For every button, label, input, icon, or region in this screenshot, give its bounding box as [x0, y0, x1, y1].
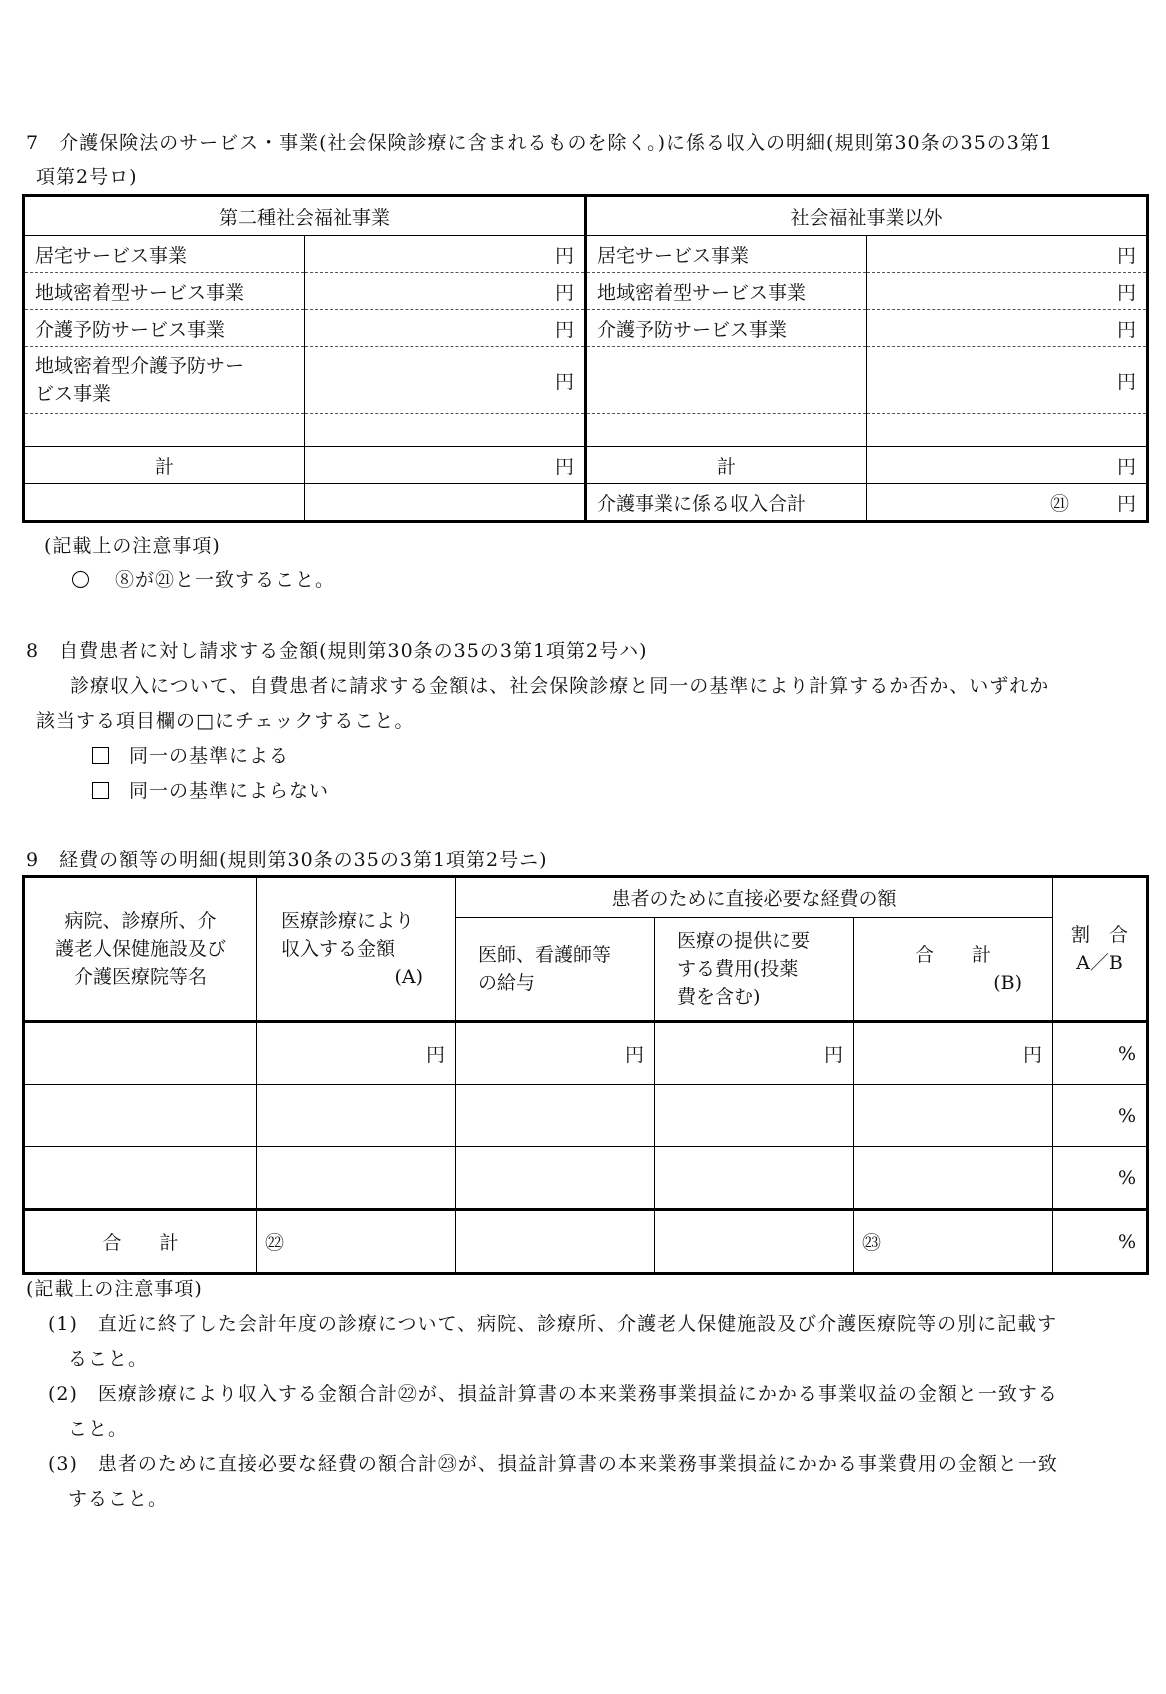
right-column-header: 社会福祉事業以外 — [586, 196, 1148, 236]
total-label: 合 計 — [24, 1210, 257, 1274]
yen-unit: 円 — [1023, 1044, 1043, 1066]
table-header-row — [24, 196, 1148, 236]
left-row-label-line1: 地域密着型介護予防サー — [35, 355, 245, 377]
empty-cell — [24, 414, 305, 447]
right-total-amount[interactable] — [867, 447, 1148, 484]
option-different-standard-label: 同一の基準によらない — [129, 780, 330, 802]
facility-name-header-line3: 介護医療院等名 — [73, 966, 207, 988]
yen-unit: 円 — [425, 1044, 445, 1066]
left-column-header: 第二種社会福祉事業 — [24, 196, 586, 236]
table-row — [24, 347, 1148, 414]
expense-total-header-line2: (B) — [993, 971, 1023, 994]
table-row — [24, 236, 1148, 273]
section9-expense-table — [22, 875, 1149, 1275]
table-row — [24, 273, 1148, 310]
left-amount-cell[interactable] — [305, 347, 586, 414]
yen-unit: 円 — [1117, 281, 1137, 304]
percent-unit: % — [1117, 1042, 1137, 1065]
right-amount-cell[interactable] — [867, 236, 1148, 273]
facility-name-cell[interactable] — [24, 1147, 257, 1210]
expense-total-header-line1: 合 計 — [915, 943, 992, 966]
grand-total-amount[interactable] — [867, 484, 1148, 522]
right-row-label: 介護予防サービス事業 — [586, 310, 867, 347]
right-row-label — [586, 347, 867, 414]
medical-cost-header-line2: する費用(投薬 — [677, 957, 799, 980]
facility-name-cell[interactable] — [24, 1085, 257, 1147]
grand-total-mark: ㉑ — [1050, 492, 1070, 515]
right-amount-cell[interactable] — [867, 310, 1148, 347]
staff-salary-total[interactable] — [456, 1210, 655, 1274]
right-amount-cell[interactable] — [867, 273, 1148, 310]
yen-unit: 円 — [823, 1044, 843, 1066]
medical-income-total[interactable] — [257, 1210, 456, 1274]
expense-total-cell[interactable] — [854, 1022, 1053, 1085]
left-amount-cell[interactable] — [305, 310, 586, 347]
section8-heading: 8 自費患者に対し請求する金額(規則第30条の35の3第1項第2号ハ) — [26, 640, 648, 662]
section9-note3-line1: (3) 患者のために直接必要な経費の額合計㉓が、損益計算書の本来業務事業損益にかかる事業費用の金額と一致 — [48, 1453, 1058, 1475]
ratio-cell[interactable] — [1053, 1085, 1148, 1147]
medical-income-header-line1: 医療診療により — [281, 910, 415, 932]
checkbox-same-standard[interactable] — [92, 747, 109, 764]
total-mark-a: ㉒ — [265, 1232, 285, 1254]
facility-name-cell[interactable] — [24, 1022, 257, 1085]
ratio-header-line1: 割 合 — [1071, 924, 1129, 946]
ratio-header-line2: A／B — [1076, 952, 1123, 974]
section7-notes-heading: (記載上の注意事項) — [44, 535, 221, 557]
table-row — [24, 310, 1148, 347]
grand-total-row — [24, 484, 1148, 522]
left-row-label: 居宅サービス事業 — [24, 236, 305, 273]
staff-salary-cell[interactable] — [456, 1147, 655, 1210]
percent-unit: % — [1117, 1230, 1137, 1253]
table-row — [24, 1085, 1148, 1147]
left-row-label-line2: ビス事業 — [35, 383, 112, 405]
option-same-standard-label: 同一の基準による — [129, 745, 290, 767]
staff-salary-cell[interactable] — [456, 1022, 655, 1085]
medical-cost-cell[interactable] — [655, 1022, 854, 1085]
empty-cell — [867, 414, 1148, 447]
section8-body-line2: 該当する項目欄の□にチェックすること。 — [36, 710, 415, 732]
facility-name-header-line1: 病院、診療所、介 — [64, 910, 217, 932]
right-amount-cell[interactable] — [867, 347, 1148, 414]
section7-heading-line1: 7 介護保険法のサービス・事業(社会保険診療に含まれるものを除く。)に係る収入の明細(規則第30条の35の3第1 — [26, 132, 1053, 154]
expense-total-header — [854, 917, 1053, 1021]
option-different-standard[interactable] — [92, 776, 329, 803]
facility-name-header — [24, 877, 257, 1022]
expense-total-cell[interactable] — [854, 1147, 1053, 1210]
expense-total-total[interactable] — [854, 1210, 1053, 1274]
medical-cost-header-line3: 費を含む) — [677, 985, 761, 1008]
expense-total-cell[interactable] — [854, 1085, 1053, 1147]
section9-note1-line1: (1) 直近に終了した会計年度の診療について、病院、診療所、介護老人保健施設及び介護医療院等の別に記載す — [48, 1313, 1058, 1335]
medical-cost-total[interactable] — [655, 1210, 854, 1274]
yen-unit: 円 — [1117, 244, 1137, 267]
yen-unit: 円 — [624, 1044, 644, 1066]
right-total-label: 計 — [586, 447, 867, 484]
checkbox-different-standard[interactable] — [92, 782, 109, 799]
right-row-label: 居宅サービス事業 — [586, 236, 867, 273]
yen-unit: 円 — [555, 244, 575, 267]
ratio-cell[interactable] — [1053, 1022, 1148, 1085]
table-header-row — [24, 877, 1148, 918]
staff-salary-cell[interactable] — [456, 1085, 655, 1147]
medical-cost-cell[interactable] — [655, 1085, 854, 1147]
yen-unit: 円 — [1117, 455, 1137, 478]
percent-unit: % — [1117, 1104, 1137, 1127]
medical-income-cell[interactable] — [257, 1147, 456, 1210]
section9-note2-line1: (2) 医療診療により収入する金額合計㉒が、損益計算書の本来業務事業損益にかかる事業収益の金額と一致する — [48, 1383, 1058, 1405]
left-row-label: 介護予防サービス事業 — [24, 310, 305, 347]
total-row — [24, 1210, 1148, 1274]
left-amount-cell[interactable] — [305, 236, 586, 273]
yen-unit: 円 — [1117, 370, 1137, 393]
grand-total-label: 介護事業に係る収入合計 — [586, 484, 867, 522]
yen-unit: 円 — [1117, 318, 1137, 341]
table-row — [24, 1022, 1148, 1085]
yen-unit: 円 — [1117, 492, 1137, 515]
medical-income-header-line3: (A) — [394, 966, 423, 988]
staff-salary-header-line2: の給与 — [478, 971, 536, 994]
option-same-standard[interactable] — [92, 741, 289, 768]
circle-bullet-icon — [72, 571, 89, 588]
left-amount-cell[interactable] — [305, 273, 586, 310]
yen-unit: 円 — [555, 455, 575, 478]
left-total-amount[interactable] — [305, 447, 586, 484]
total-mark-b: ㉓ — [862, 1232, 882, 1254]
facility-name-header-line2: 護老人保健施設及び — [54, 938, 226, 960]
section7-heading-line2: 項第2号ロ) — [36, 166, 138, 188]
section7-note1 — [72, 565, 335, 592]
table-row — [24, 1147, 1148, 1210]
total-row — [24, 447, 1148, 484]
section9-notes-heading: (記載上の注意事項) — [26, 1278, 203, 1300]
medical-income-header — [257, 877, 456, 1022]
left-row-label: 地域密着型サービス事業 — [24, 273, 305, 310]
ratio-cell[interactable] — [1053, 1147, 1148, 1210]
ratio-total[interactable] — [1053, 1210, 1148, 1274]
table-row — [24, 414, 1148, 447]
empty-cell — [305, 414, 586, 447]
medical-cost-header — [655, 917, 854, 1021]
left-total-label: 計 — [24, 447, 305, 484]
yen-unit: 円 — [555, 318, 575, 341]
empty-cell — [24, 484, 305, 522]
yen-unit: 円 — [555, 370, 575, 393]
medical-income-cell[interactable] — [257, 1085, 456, 1147]
section9-note1-line2: ること。 — [68, 1348, 149, 1370]
medical-income-header-line2: 収入する金額 — [281, 938, 396, 960]
right-row-label: 地域密着型サービス事業 — [586, 273, 867, 310]
medical-cost-cell[interactable] — [655, 1147, 854, 1210]
staff-salary-header — [456, 917, 655, 1021]
medical-income-cell[interactable] — [257, 1022, 456, 1085]
section7-income-table — [22, 194, 1149, 523]
medical-cost-header-line1: 医療の提供に要 — [677, 929, 811, 952]
staff-salary-header-line1: 医師、看護師等 — [478, 943, 612, 966]
section9-heading: 9 経費の額等の明細(規則第30条の35の3第1項第2号ニ) — [26, 849, 548, 871]
section9-note3-line2: すること。 — [68, 1488, 169, 1510]
section8-body-line1: 診療収入について、自費患者に請求する金額は、社会保険診療と同一の基準により計算するか否か、いずれか — [70, 675, 1050, 697]
empty-cell — [305, 484, 586, 522]
left-row-label — [24, 347, 305, 414]
direct-expense-group-header: 患者のために直接必要な経費の額 — [456, 877, 1053, 918]
section9-note2-line2: こと。 — [68, 1418, 129, 1440]
yen-unit: 円 — [555, 281, 575, 304]
section7-note1-text: ⑧が㉑と一致すること。 — [115, 569, 336, 591]
percent-unit: % — [1117, 1166, 1137, 1189]
ratio-header — [1053, 877, 1148, 1022]
empty-cell — [586, 414, 867, 447]
